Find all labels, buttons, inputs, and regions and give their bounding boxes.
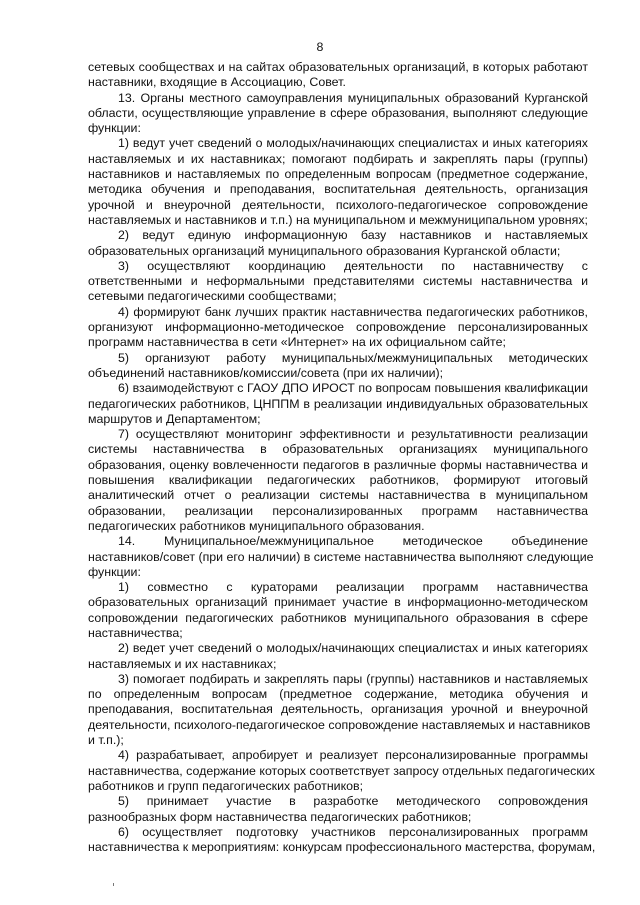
text-line: 3) осуществляют координацию деятельности по наставничеству с — [118, 258, 588, 273]
text-line: области, осуществляющие управление в сфере образования, выполняют следующие — [88, 105, 588, 120]
text-line: программ наставничества в сети «Интернет» на их официальном сайте; — [88, 335, 506, 350]
text-line: 5) принимает участие в разработке методического сопровождения — [118, 794, 588, 809]
scan-artifact — [113, 883, 114, 886]
text-line: образовании, реализации персонализированных программ наставничества — [88, 503, 588, 518]
text-line: педагогических работников, ЦНППМ в реализации индивидуальных образовательных — [88, 396, 588, 411]
text-line: 4) формируют банк лучших практик наставничества педагогических работников, — [118, 304, 588, 319]
text-line: 3) помогает подбирать и закреплять пары (группы) наставников и наставляемых — [118, 671, 588, 686]
text-line: разнообразных форм наставничества педагогических работников; — [88, 809, 472, 824]
text-line: повышения квалификации педагогических работников, формируют итоговый — [88, 473, 588, 488]
text-line: аналитический отчет о реализации системы наставничества в муниципальном — [88, 488, 588, 503]
text-line: деятельности, психолого-педагогическое сопровождение наставляемых и наставников — [88, 717, 591, 732]
text-line: наставников и наставляемых по определенным вопросам (предметное содержание, — [88, 167, 588, 182]
text-line: 13. Органы местного самоуправления муниципальных образований Курганской — [118, 90, 588, 105]
text-line: 1) совместно с кураторами реализации программ наставничества — [118, 580, 588, 595]
text-line: наставничества; — [88, 625, 183, 640]
text-line: образовательных организаций принимает участие в информационно-методическом — [88, 595, 588, 610]
text-line: сетевыми педагогическими сообществами; — [88, 289, 337, 304]
text-line: 6) взаимодействуют с ГАОУ ДПО ИРОСТ по вопросам повышения квалификации — [118, 381, 588, 396]
text-line: наставляемых и наставников и т.п.) на муниципальном и межмуниципальном уровнях; — [88, 212, 588, 227]
text-line: объединений наставников/комиссии/совета (при их наличии); — [88, 365, 444, 380]
text-line: по определенным вопросам (предметное содержание, методика обучения и — [88, 687, 588, 702]
text-line: наставничества к мероприятиям: конкурсам профессионального мастерства, форумам, — [88, 840, 596, 855]
text-line: 2) ведет учет сведений о молодых/начинающих специалистах и иных категориях — [118, 641, 588, 656]
text-line: наставничества, содержание которых соответствует запросу отдельных педагогических — [88, 763, 595, 778]
text-line: наставники, входящие в Ассоциацию, Совет. — [88, 75, 346, 90]
text-line: образования, оценку вовлеченности педагогов в различные формы наставничества и — [88, 457, 588, 472]
page-number: 8 — [316, 40, 324, 54]
text-line: системы наставничества в образовательных организациях муниципального — [88, 442, 588, 457]
text-line: 7) осуществляют мониторинг эффективности и результативности реализации — [118, 427, 588, 442]
text-line: 4) разрабатывает, апробирует и реализует персонализированные программы — [118, 748, 588, 763]
text-line: функции: — [88, 121, 141, 136]
text-line: работников и групп педагогических работников; — [88, 778, 364, 793]
text-line: сопровождении педагогических работников муниципального образования в сфере — [88, 610, 588, 625]
text-line: наставляемых и их наставниках; — [88, 656, 277, 671]
text-line: урочной и внеурочной деятельности, психолого-педагогическое сопровождение — [88, 197, 588, 212]
text-line: образовательных организаций муниципального образования Курганской области; — [88, 243, 561, 258]
text-line: педагогических работников муниципального образования. — [88, 518, 425, 533]
text-line: 6) осуществляет подготовку участников персонализированных программ — [118, 824, 588, 839]
text-line: маршрутов и Департаментом; — [88, 411, 261, 426]
text-line: методика обучения и преподавания, воспитательная деятельность, организация — [88, 182, 588, 197]
text-line: функции: — [88, 564, 141, 579]
text-line: 5) организуют работу муниципальных/межмуниципальных методических — [118, 350, 588, 365]
text-line: ответственными и неформальными представителями системы наставничества и — [88, 274, 588, 289]
document-body — [88, 60, 596, 855]
text-line: 14. Муниципальное/межмуниципальное методическое объединение — [118, 534, 588, 549]
text-line: сетевых сообществах и на сайтах образовательных организаций, в которых работают — [88, 60, 588, 74]
text-line: 2) ведут единую информационную базу наставников и наставляемых — [118, 228, 588, 243]
text-line: преподавания, воспитательная деятельность, организация урочной и внеурочной — [88, 702, 588, 717]
text-line: и т.п.); — [88, 733, 124, 748]
text-line: организуют информационно-методическое сопровождение персонализированных — [88, 320, 588, 335]
text-line: наставников/совет (при его наличии) в системе наставничества выполняют следующие — [88, 549, 594, 564]
text-line: 1) ведут учет сведений о молодых/начинающих специалистах и иных категориях — [118, 136, 588, 151]
text-line: наставляемых и их наставниках; помогают подбирать и закреплять пары (группы) — [88, 151, 588, 166]
